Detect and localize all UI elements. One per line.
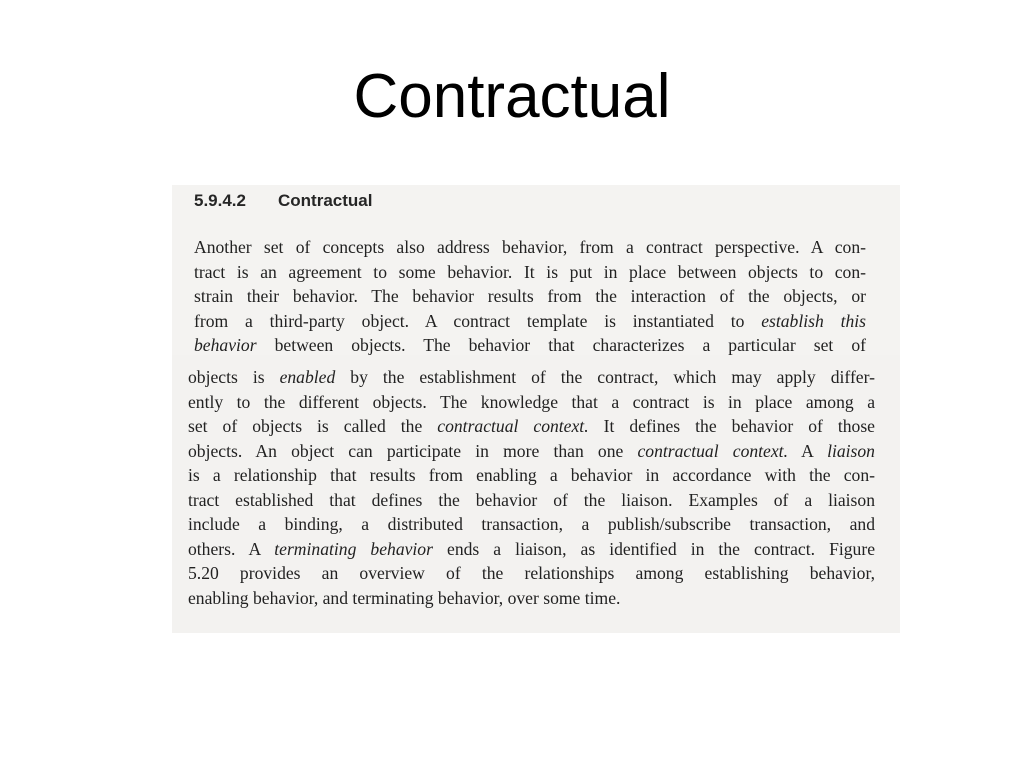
text-line: strain their behavior. The behavior results from the interaction of the objects, or (194, 286, 866, 306)
text-line: tract is an agreement to some behavior. It is put in place between objects to con- (194, 261, 866, 282)
text-line: enabling behavior, and terminating behavior, over some time. (188, 587, 621, 608)
section-title: Contractual (278, 191, 373, 210)
section-heading (194, 191, 372, 211)
text-line: is a relationship that results from enabling a behavior in accordance with the con- (188, 465, 875, 485)
text-line: tract established that defines the behavior of the liaison. Examples of a liaison (188, 489, 875, 510)
text-line: objects is enabled by the establishment of the contract, which may apply differ- (188, 367, 875, 387)
paragraph-top (194, 235, 866, 355)
text-line: from a third-party object. A contract template is instantiated to establish this (194, 310, 866, 331)
paragraph-bottom (188, 365, 875, 610)
section-number: 5.9.4.2 (194, 191, 246, 210)
text-line: others. A terminating behavior ends a liaison, as identified in the contract. Figure (188, 538, 876, 559)
text-line: set of objects is called the contractual context. It defines the behavior of those (188, 416, 875, 436)
text-line: behavior between objects. The behavior that characterizes a particular set of (194, 335, 866, 355)
text-line: include a binding, a distributed transaction, a publish/subscribe transaction, and (188, 514, 875, 534)
text-line: 5.20 provides an overview of the relationships among establishing behavior, (188, 563, 875, 583)
slide-title: Contractual (353, 62, 671, 131)
text-line: objects. An object can participate in more than one contractual context. A liaison (188, 440, 875, 461)
scanned-excerpt-bottom (172, 355, 900, 633)
text-line: Another set of concepts also address behavior, from a contract perspective. A con- (194, 237, 866, 257)
text-line: ently to the different objects. The knowledge that a contract is in place among a (188, 391, 875, 412)
scanned-excerpt-top (172, 185, 900, 355)
